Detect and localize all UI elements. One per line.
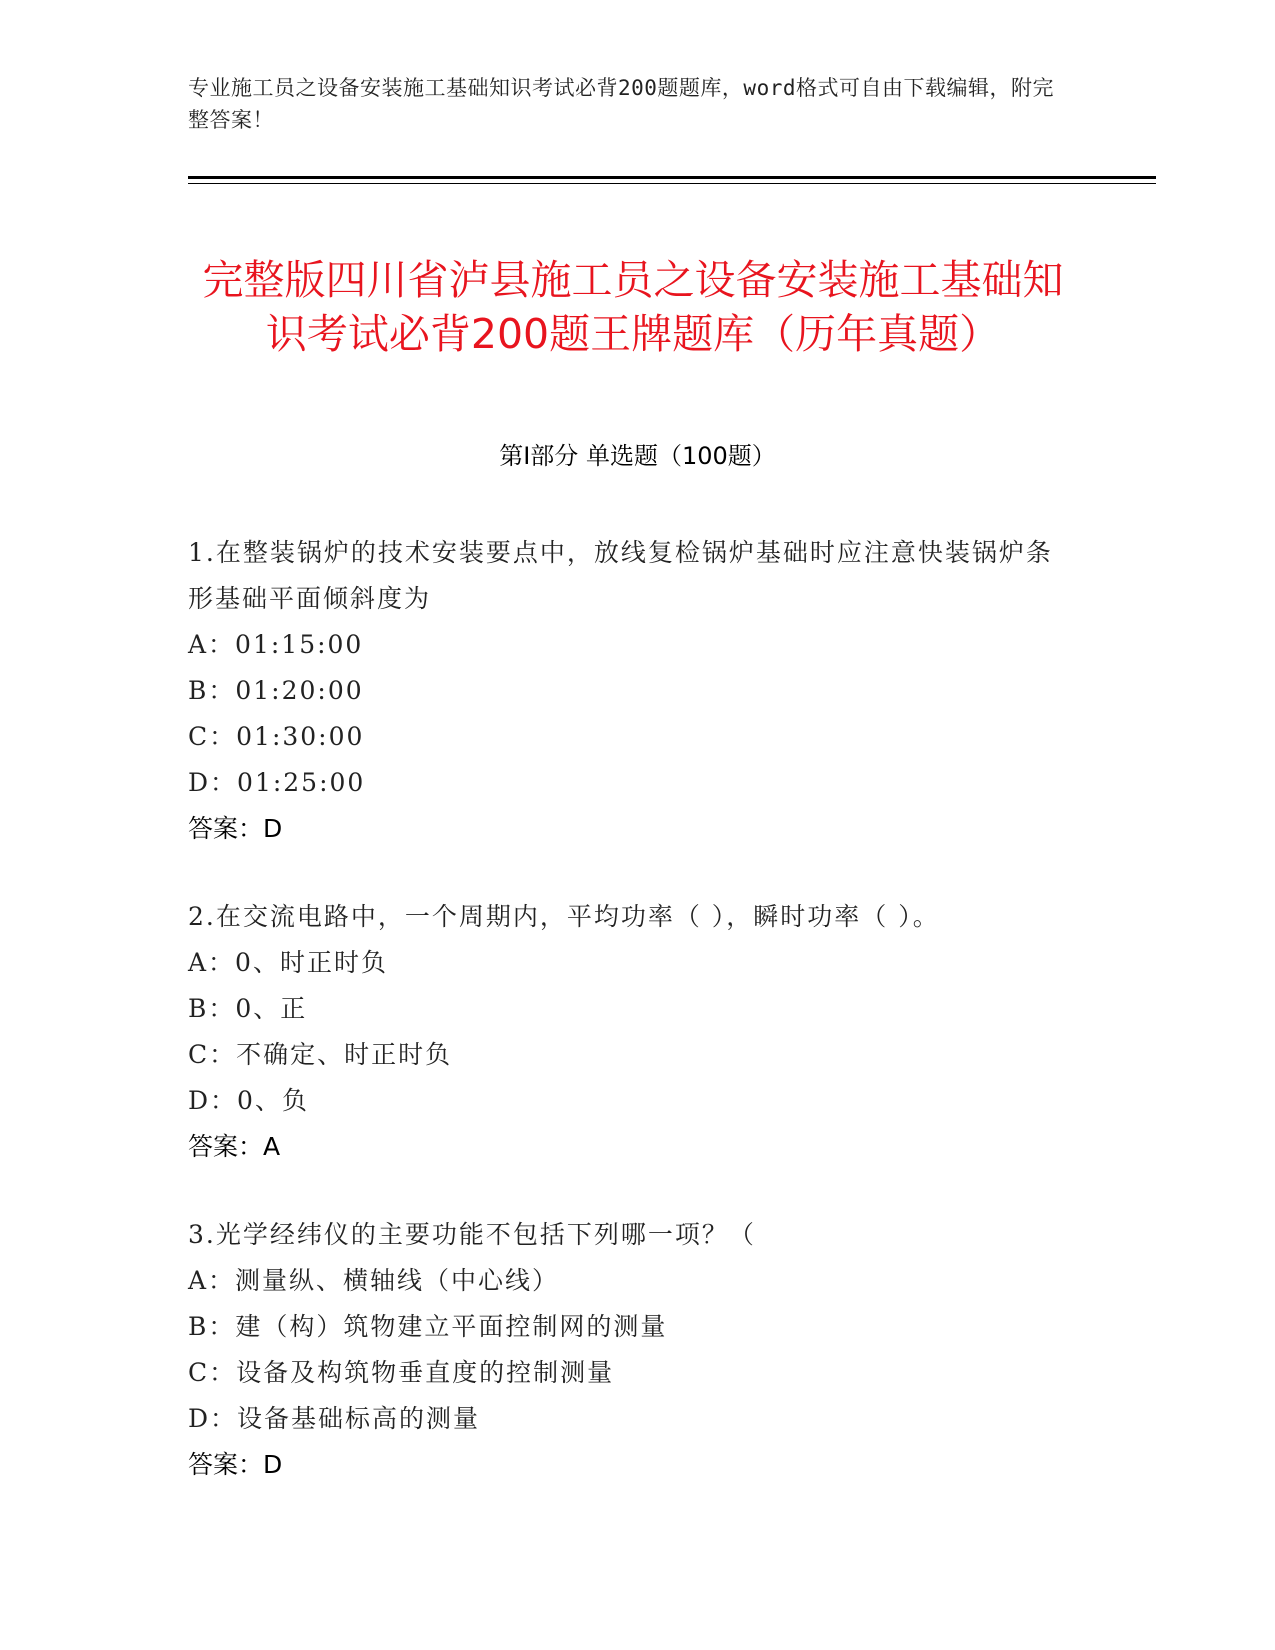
header-rule-thin xyxy=(188,183,1156,184)
option-d: D：01:25:00 xyxy=(188,768,366,797)
option-b: B：建（构）筑物建立平面控制网的测量 xyxy=(188,1312,668,1341)
question-stem: 1.在整装锅炉的技术安装要点中，放线复检锅炉基础时应注意快装锅炉条形基础平面倾斜度为 xyxy=(188,538,1053,613)
question-3 xyxy=(188,1212,1078,1488)
question-2 xyxy=(188,894,1078,1170)
document-title: 完整版四川省泸县施工员之设备安装施工基础知识考试必背200题王牌题库（历年真题） xyxy=(202,256,1064,359)
option-b: B：0、正 xyxy=(188,994,308,1023)
header-rule-thick xyxy=(188,176,1156,179)
question-stem: 2.在交流电路中，一个周期内，平均功率（ ），瞬时功率（ ）。 xyxy=(188,902,940,931)
option-d: D：0、负 xyxy=(188,1086,309,1115)
section-heading: 第I部分 单选题（100题） xyxy=(499,442,776,470)
option-a: A：测量纵、横轴线（中心线） xyxy=(188,1266,560,1295)
option-b: B：01:20:00 xyxy=(188,676,364,705)
option-c: C：设备及构筑物垂直度的控制测量 xyxy=(188,1358,615,1387)
answer-line: 答案：D xyxy=(188,1450,283,1479)
answer-line: 答案：A xyxy=(188,1132,281,1161)
question-1 xyxy=(188,530,1078,852)
header-note: 专业施工员之设备安装施工基础知识考试必背200题题库，word格式可自由下载编辑，附完整答案！ xyxy=(188,76,1054,132)
option-a: A：01:15:00 xyxy=(188,630,364,659)
option-a: A：0、时正时负 xyxy=(188,948,388,977)
option-c: C：01:30:00 xyxy=(188,722,365,751)
question-stem: 3.光学经纬仪的主要功能不包括下列哪一项？（ xyxy=(188,1220,756,1249)
answer-line: 答案：D xyxy=(188,814,283,843)
option-d: D：设备基础标高的测量 xyxy=(188,1404,481,1433)
option-c: C：不确定、时正时负 xyxy=(188,1040,453,1069)
question-list xyxy=(188,530,1078,1530)
